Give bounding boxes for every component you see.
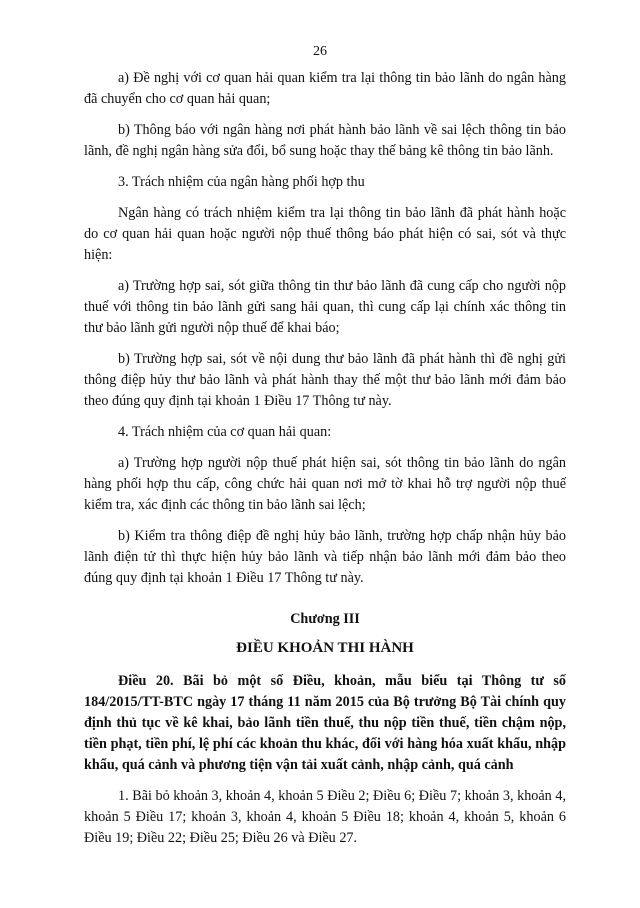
- article-heading: Điều 20. Bãi bỏ một số Điều, khoản, mẫu biểu tại Thông tư số 184/2015/TT-BTC ngày 17 tháng 11 năm 2015 của Bộ trưởng Bộ Tài chính quy định thủ tục về kê khai, bảo lãnh tiền thuế, thu nộp tiền thuế, tiền chậm nộp, tiền phạt, tiền phí, lệ phí các khoản thu khác, đối với hàng hóa xuất khẩu, nhập khẩu, quá cảnh và phương tiện vận tải xuất cảnh, nhập cảnh, quá cảnh: [84, 673, 566, 773]
- page-number: 26: [313, 44, 327, 59]
- paragraph: a) Trường hợp người nộp thuế phát hiện sai, sót thông tin bảo lãnh do ngân hàng phối hợp thu cấp, công chức hải quan nơi mở tờ khai hỗ trợ người nộp thuế kiểm tra, xác định các thông tin bảo lãnh sai lệch;: [84, 455, 566, 513]
- paragraph: Ngân hàng có trách nhiệm kiểm tra lại thông tin bảo lãnh đã phát hành hoặc do cơ quan hải quan hoặc người nộp thuế thông báo phát hiện có sai, sót và thực hiện:: [84, 205, 566, 263]
- chapter-heading: Chương III: [290, 611, 360, 627]
- paragraph: a) Đề nghị với cơ quan hải quan kiểm tra lại thông tin bảo lãnh do ngân hàng đã chuyển cho cơ quan hải quan;: [84, 70, 566, 107]
- document-body: [84, 68, 566, 849]
- section-heading: 4. Trách nhiệm của cơ quan hải quan:: [118, 424, 332, 440]
- section-heading: 3. Trách nhiệm của ngân hàng phối hợp thu: [118, 174, 365, 190]
- paragraph: b) Kiểm tra thông điệp đề nghị hủy bảo lãnh, trường hợp chấp nhận hủy bảo lãnh điện tử thì thực hiện hủy bảo lãnh và tiếp nhận bảo lãnh mới đảm bảo theo đúng quy định tại khoản 1 Điều 17 Thông tư này.: [84, 528, 566, 586]
- paragraph: b) Trường hợp sai, sót về nội dung thư bảo lãnh đã phát hành thì đề nghị gửi thông điệp hủy thư bảo lãnh và phát hành thay thế một thư bảo lãnh mới đảm bảo theo đúng quy định tại khoản 1 Điều 17 Thông tư này.: [84, 351, 566, 409]
- paragraph: 1. Bãi bỏ khoản 3, khoản 4, khoản 5 Điều 2; Điều 6; Điều 7; khoản 3, khoản 4, khoản 5 Điều 17; khoản 3, khoản 4, khoản 5 Điều 18; khoản 4, khoản 5, khoản 6 Điều 19; Điều 22; Điều 25; Điều 26 và Điều 27.: [84, 788, 566, 846]
- chapter-title: ĐIỀU KHOẢN THI HÀNH: [236, 640, 414, 656]
- paragraph: b) Thông báo với ngân hàng nơi phát hành bảo lãnh về sai lệch thông tin bảo lãnh, đề nghị ngân hàng sửa đổi, bổ sung hoặc thay thế bảng kê thông tin bảo lãnh.: [84, 122, 566, 159]
- paragraph: a) Trường hợp sai, sót giữa thông tin thư bảo lãnh đã cung cấp cho người nộp thuế với thông tin bảo lãnh gửi sang hải quan, thì cung cấp lại chính xác thông tin thư bảo lãnh gửi người nộp thuế để khai báo;: [84, 278, 566, 336]
